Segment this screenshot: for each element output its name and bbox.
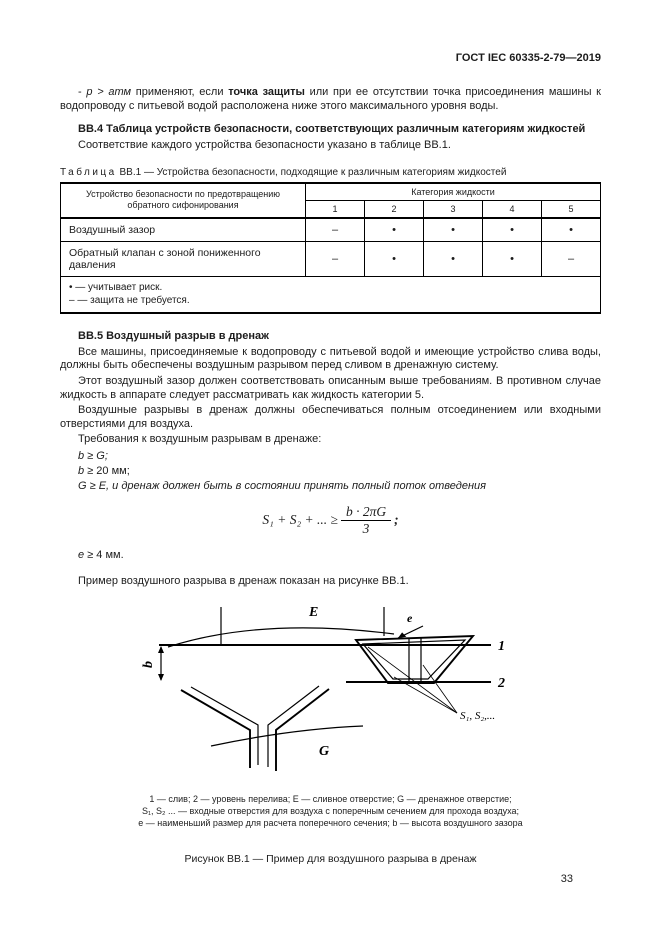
table-header-cat-3: 3	[424, 200, 483, 218]
formula-denominator: 3	[362, 520, 370, 536]
formula-air-gap	[60, 504, 601, 536]
bb5-paragraph-3: Воздушные разрывы в дренаж должны обеспечиваться полным отсоединением или входными отверстиями для воздуха.	[60, 404, 601, 430]
table-caption-word: Таблица	[60, 166, 117, 178]
requirement-g-ge-e: G ≥ E, и дренаж должен быть в состоянии принять полный поток отведения	[78, 479, 487, 492]
table-header-cat-1: 1	[306, 200, 365, 218]
section-bb5-heading: ВВ.5 Воздушный разрыв в дренаж	[78, 329, 269, 342]
bb5-paragraph-4: Требования к воздушным разрывам в дренаже:	[78, 433, 322, 446]
requirement-variable-b: b	[78, 464, 85, 477]
label-line2: 2	[497, 675, 505, 691]
formula-numerator: b · 2πG	[341, 504, 391, 521]
table-cell-value: •	[365, 241, 424, 276]
label-S: S₁, S₂,...	[459, 709, 495, 722]
table-cell-value: •	[483, 218, 542, 242]
requirement-b-ge-20	[60, 464, 601, 479]
table-header-cat-5: 5	[542, 200, 601, 218]
table-caption-text: ВВ.1 — Устройства безопасности, подходящие к различным категориям жидкостей	[116, 166, 507, 178]
label-line1: 1	[497, 638, 505, 654]
table-row	[61, 241, 601, 276]
table-footnote-row	[61, 276, 601, 313]
intro-paragraph	[60, 86, 601, 113]
bb5-paragraph-5: Пример воздушного разрыва в дренаж показан на рисунке ВВ.1.	[78, 574, 409, 587]
document-title: ГОСТ IEC 60335-2-79—2019	[455, 52, 601, 64]
requirement-e-ge-4	[60, 548, 601, 563]
figure-legend-line-3: е — наименьший размер для расчета поперечного сечения; b — высота воздушного зазора	[138, 817, 523, 828]
figure-legend-line-2: S₁, S₂ ... — входные отверстия для воздуха с поперечным сечением для прохода воздуха;	[141, 805, 520, 816]
label-E: E	[308, 604, 318, 620]
table-cell-value: •	[424, 218, 483, 242]
table-bb1	[60, 182, 601, 314]
table-cell-value: –	[306, 241, 365, 276]
table-header-row-1	[61, 183, 601, 201]
intro-variable: р > атм	[86, 86, 132, 98]
table-cell-value: •	[424, 241, 483, 276]
intro-dash: -	[78, 86, 87, 98]
table-cell-value: •	[542, 218, 601, 242]
figure-caption: Рисунок ВВ.1 — Пример для воздушного разрыва в дренаж	[184, 852, 477, 865]
table-footnote-dash: – — защита не требуется.	[69, 294, 190, 306]
requirement-variable-e: е	[78, 548, 85, 561]
formula-suffix: ;	[394, 511, 399, 527]
intro-text-1: применяют, если	[131, 86, 229, 98]
page-number: 33	[560, 873, 573, 885]
table-footnote-cell	[61, 276, 601, 313]
table-cell-value: •	[365, 218, 424, 242]
table-cell-value: •	[483, 241, 542, 276]
requirement-b-value: ≥ 20 мм;	[84, 464, 130, 477]
figure-legend	[60, 793, 601, 829]
label-e: e	[406, 610, 412, 625]
figure-bb1-diagram	[111, 603, 551, 783]
table-caption	[60, 167, 601, 178]
intro-text-2: или при ее отсутствии точка присоединения машины к водопроводу с питьевой водой расположена ниже этого максимального уровня воды.	[60, 86, 601, 112]
bb5-paragraph-2: Этот воздушный зазор должен соответствовать описанным выше требованиям. В противном случае жидкость в аппарате следует рассматривать как жидкость категории 5.	[60, 374, 601, 401]
bb5-paragraph-1: Все машины, присоединяемые к водопроводу с питьевой водой и имеющие устройство слива воды, должны быть обеспечены воздушным разрывом перед сливом в дренажную систему.	[60, 345, 601, 372]
table-header-category-group: Категория жидкости	[306, 183, 601, 201]
table-header-device: Устройство безопасности по предотвращению обратного сифонирования	[61, 183, 306, 218]
table-cell-device: Обратный клапан с зоной пониженного давления	[61, 241, 306, 276]
section-bb4-paragraph: Соответствие каждого устройства безопасности указано в таблице ВВ.1.	[78, 139, 451, 152]
figure-bb1	[60, 603, 601, 865]
figure-legend-line-1: 1 — слив; 2 — уровень перелива; Е — сливное отверстие; G — дренажное отверстие;	[149, 793, 512, 804]
label-b: b	[140, 660, 156, 668]
requirement-e-value: ≥ 4 мм.	[84, 548, 124, 561]
table-header-cat-4: 4	[483, 200, 542, 218]
formula-fraction	[341, 504, 391, 536]
table-row	[61, 218, 601, 242]
formula-lhs: S₁ + S₂ + ... ≥	[262, 511, 338, 527]
requirement-b-ge-g: b ≥ G;	[78, 449, 108, 462]
table-header-cat-2: 2	[365, 200, 424, 218]
table-footnote-bullet: • — учитывает риск.	[69, 281, 163, 293]
table-cell-value: –	[306, 218, 365, 242]
table-cell-value: –	[542, 241, 601, 276]
intro-bold-term: точка защиты	[228, 86, 305, 98]
table-cell-device: Воздушный зазор	[61, 218, 306, 242]
label-G: G	[318, 743, 329, 759]
section-bb4-heading: ВВ.4 Таблица устройств безопасности, соответствующих различным категориям жидкостей	[78, 123, 586, 136]
